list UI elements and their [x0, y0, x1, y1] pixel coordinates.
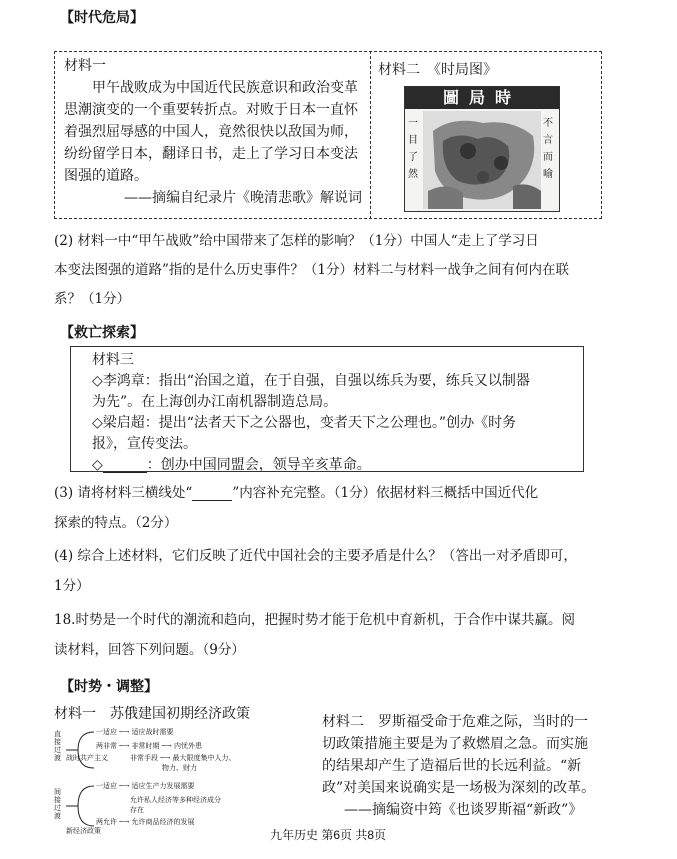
material3-last-line [92, 457, 371, 473]
question4-line2: 1分） [54, 578, 90, 594]
map-side-left: 一目了然 [408, 118, 418, 180]
material3-line: ◇李鸿章：指出“治国之道，在于自强，自强以练兵为要，练兵又以制器 [92, 373, 530, 389]
material3-line: ◇梁启超：提出“法者天下之公器也，变者天下之公理也。”创办《时务 [92, 415, 517, 431]
material1-source: ——摘编自纪录片《晚清悲歌》解说词 [124, 190, 362, 206]
material1-line: 着强烈屈辱感的中国人，竟然很快以敌国为师， [64, 124, 358, 140]
question2-line: 系？（1分） [54, 291, 131, 307]
section3-material2-line: 材料二 罗斯福受命于危难之际，当时的一 [322, 714, 588, 730]
diagram-war-communism: 战时共产主义 [66, 754, 108, 762]
material3-title: 材料三 [92, 352, 134, 368]
map-heading: 圖局時 [405, 87, 559, 109]
question3-text-a: (3) 请将材料三横线处“ [54, 485, 193, 501]
question3-line2: 探索的特点。（2分） [54, 515, 178, 531]
material1-line: 图强的道路。 [64, 168, 148, 184]
question4-line1: (4) 综合上述材料，它们反映了近代中国社会的主要矛盾是什么？（答出一对矛盾即可， [54, 548, 577, 564]
diagram-bottom-branch2: 允许私人经济等多种经济成分 [130, 796, 221, 804]
diagram-top-branch2: 两非常 ─→ 非常时期 ─→ 内忧外患 [96, 742, 203, 750]
material-divider [370, 51, 371, 219]
question3-text-b: ”内容补充完整。（1分）依据材料三概括中国近代化 [232, 485, 539, 501]
section-header-exploration: 【救亡探索】 [60, 325, 144, 341]
question3-line1 [54, 485, 538, 501]
map-side-right: 不言而喻 [543, 118, 553, 180]
question2-line: 本变法图强的道路”指的是什么历史事件？（1分）材料二与材料一战争之间有何内在联 [54, 262, 569, 278]
diagram-bottom-branch2b: 存在 [130, 806, 144, 814]
diagram-top-branch1: 一适应 ─→ 适应战时需要 [96, 728, 174, 736]
question2-line: (2) 材料一中“甲午战败”给中国带来了怎样的影响？（1分）中国人“走上了学习日 [54, 233, 539, 249]
section-header-crisis: 【时代危局】 [60, 10, 144, 26]
map-illustration [423, 111, 541, 209]
material1-title: 材料一 [64, 58, 106, 74]
question18-line1: 18.时势是一个时代的潮流和趋向，把握时势才能于危机中育新机，于合作中谋共赢。阅 [54, 612, 575, 628]
diagram-indirect-transition: 间接过渡 [54, 788, 61, 820]
policy-diagram [54, 728, 306, 840]
diagram-bottom-branch1: 一适应 ─→ 适应生产力发展需要 [96, 782, 195, 790]
diagram-bottom-branch3: 两允许 ─→ 允许商品经济的发展 [96, 818, 195, 826]
section3-material2-line: 切政策措施主要是为了救燃眉之急。而实施 [322, 736, 588, 752]
material3-last-text: ：创办中国同盟会，领导辛亥革命。 [146, 457, 371, 473]
material3-line: 为先”。在上海创办江南机器制造总局。 [92, 394, 338, 410]
diagram-direct-transition: 直接过渡 [54, 730, 61, 762]
section-header-adjustment: 【时势・调整】 [60, 679, 158, 695]
material2-title: 材料二 《时局图》 [378, 62, 497, 78]
material1-line: 甲午战败成为中国近代民族意识和政治变革 [92, 80, 358, 96]
material3-blank [103, 460, 147, 473]
material3-line: 报》，宣传变法。 [92, 436, 197, 452]
section3-material2-line: 的结果却产生了造福后世的长远利益。“新 [322, 758, 582, 774]
question3-blank [192, 488, 232, 501]
diagram-top-branch3: 非常手段 ─→ 最大限度集中人力、 [130, 754, 236, 762]
material3-bullet: ◇ [92, 457, 103, 473]
diagram-nep: 新经济政策 [66, 827, 101, 835]
section3-material2-source: ——摘编资中筠《也谈罗斯福“新政”》 [344, 802, 583, 818]
section3-material1-title: 材料一 苏俄建国初期经济政策 [54, 706, 250, 722]
material1-line: 思潮演变的一个重要转折点。对败于日本一直怀 [64, 102, 358, 118]
question18-line2: 读材料，回答下列问题。（9分） [54, 642, 245, 658]
page-footer: 九年历史 第6页 共8页 [270, 828, 387, 842]
material1-line: 纷纷留学日本，翻译日书，走上了学习日本变法 [64, 146, 358, 162]
political-map-image [404, 86, 560, 212]
section3-material2-line: 政”对美国来说确实是一场极为深刻的改革。 [322, 780, 596, 796]
diagram-top-branch3b: 物力、财力 [162, 764, 197, 772]
